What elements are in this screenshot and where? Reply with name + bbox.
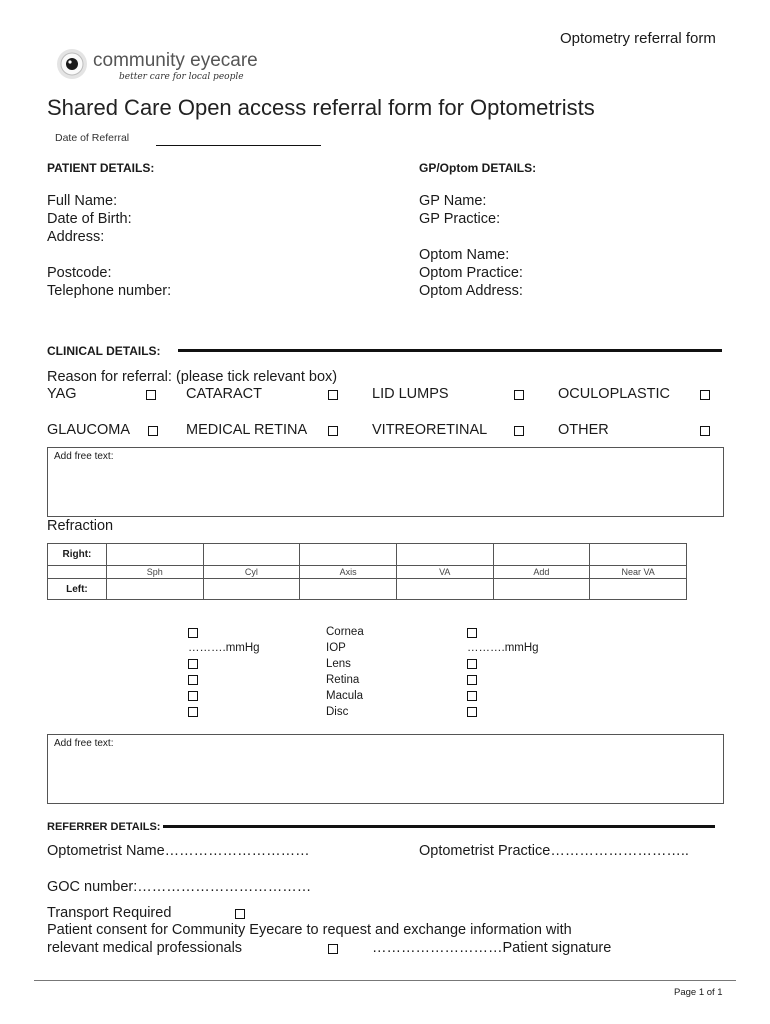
right-disc-checkbox[interactable]	[188, 707, 198, 717]
right-sph-cell[interactable]	[106, 544, 203, 566]
exam-free-text-label: Add free text:	[54, 738, 114, 749]
left-cornea-checkbox[interactable]	[467, 628, 477, 638]
logo-name: community eyecare	[93, 50, 258, 71]
exam-disc-label: Disc	[326, 706, 349, 718]
clinical-free-text-box[interactable]	[47, 447, 724, 517]
address-label: Address:	[47, 229, 105, 245]
consent-line-2: relevant medical professionals	[47, 940, 243, 956]
date-of-referral-label: Date of Referral	[55, 132, 130, 144]
refraction-left-label: Left:	[48, 579, 107, 600]
patient-signature-field[interactable]: ………………………Patient signature	[372, 940, 612, 956]
logo-tagline: better care for local people	[119, 72, 244, 82]
page-title: Shared Care Open access referral form for Optometrists	[47, 95, 595, 120]
optometrist-name-field[interactable]: Optometrist Name…………………………	[47, 843, 310, 859]
exam-macula-label: Macula	[326, 690, 364, 702]
right-add-cell[interactable]	[493, 544, 590, 566]
column-header-cyl: Cyl	[203, 566, 300, 579]
right-va-cell[interactable]	[396, 544, 493, 566]
referrer-divider	[163, 825, 715, 828]
left-iop-field[interactable]: ……….mmHg	[467, 642, 539, 654]
gp-name-label: GP Name:	[419, 193, 487, 209]
clinical-details-heading: CLINICAL DETAILS:	[47, 344, 161, 358]
left-macula-checkbox[interactable]	[467, 691, 477, 701]
column-header-va: VA	[396, 566, 493, 579]
option-medical-retina-label: MEDICAL RETINA	[186, 422, 308, 438]
right-lens-checkbox[interactable]	[188, 659, 198, 669]
option-glaucoma-label: GLAUCOMA	[47, 422, 130, 438]
left-va-cell[interactable]	[396, 579, 493, 600]
option-medical-retina-checkbox[interactable]	[328, 426, 338, 436]
exam-iop-label: IOP	[326, 642, 346, 654]
option-lid-lumps-label: LID LUMPS	[372, 386, 449, 402]
referrer-details-heading: REFERRER DETAILS:	[47, 821, 161, 833]
option-lid-lumps-checkbox[interactable]	[514, 390, 524, 400]
optom-address-label: Optom Address:	[419, 283, 523, 299]
column-header-spacer	[48, 566, 107, 579]
column-header-near-va: Near VA	[590, 566, 687, 579]
column-header-axis: Axis	[300, 566, 397, 579]
consent-line-1: Patient consent for Community Eyecare to request and exchange information with	[47, 922, 572, 938]
telephone-label: Telephone number:	[47, 283, 172, 299]
option-oculoplastic-checkbox[interactable]	[700, 390, 710, 400]
consent-checkbox[interactable]	[328, 944, 338, 954]
column-header-sph: Sph	[106, 566, 203, 579]
left-near-va-cell[interactable]	[590, 579, 687, 600]
right-cornea-checkbox[interactable]	[188, 628, 198, 638]
clinical-free-text-label: Add free text:	[54, 451, 114, 462]
option-glaucoma-checkbox[interactable]	[148, 426, 158, 436]
option-vitreoretinal-label: VITREORETINAL	[372, 422, 488, 438]
eye-logo-icon	[56, 48, 88, 80]
reason-for-referral-label: Reason for referral: (please tick relevant box)	[47, 369, 338, 385]
exam-lens-label: Lens	[326, 658, 351, 670]
option-other-checkbox[interactable]	[700, 426, 710, 436]
left-sph-cell[interactable]	[106, 579, 203, 600]
refraction-table	[47, 543, 687, 600]
goc-number-field[interactable]: GOC number:………………………………	[47, 879, 312, 895]
patient-details-heading: PATIENT DETAILS:	[47, 161, 155, 175]
gp-practice-label: GP Practice:	[419, 211, 501, 227]
exam-cornea-label: Cornea	[326, 626, 364, 638]
transport-required-label: Transport Required	[47, 905, 172, 921]
refraction-label: Refraction	[47, 518, 114, 534]
left-cyl-cell[interactable]	[203, 579, 300, 600]
refraction-right-label: Right:	[48, 544, 107, 566]
right-macula-checkbox[interactable]	[188, 691, 198, 701]
left-axis-cell[interactable]	[300, 579, 397, 600]
option-yag-checkbox[interactable]	[146, 390, 156, 400]
page-number: Page 1 of 1	[674, 987, 723, 998]
footer-divider	[34, 980, 736, 981]
right-cyl-cell[interactable]	[203, 544, 300, 566]
right-near-va-cell[interactable]	[590, 544, 687, 566]
left-add-cell[interactable]	[493, 579, 590, 600]
option-oculoplastic-label: OCULOPLASTIC	[558, 386, 670, 402]
date-of-referral-field[interactable]	[156, 145, 321, 146]
left-lens-checkbox[interactable]	[467, 659, 477, 669]
full-name-label: Full Name:	[47, 193, 118, 209]
right-iop-field[interactable]: ……….mmHg	[188, 642, 260, 654]
form-type-label: Optometry referral form	[560, 30, 716, 47]
optom-name-label: Optom Name:	[419, 247, 510, 263]
postcode-label: Postcode:	[47, 265, 112, 281]
optom-practice-label: Optom Practice:	[419, 265, 523, 281]
transport-required-checkbox[interactable]	[235, 909, 245, 919]
dob-label: Date of Birth:	[47, 211, 132, 227]
option-vitreoretinal-checkbox[interactable]	[514, 426, 524, 436]
option-other-label: OTHER	[558, 422, 609, 438]
option-cataract-checkbox[interactable]	[328, 390, 338, 400]
left-retina-checkbox[interactable]	[467, 675, 477, 685]
exam-retina-label: Retina	[326, 674, 360, 686]
right-retina-checkbox[interactable]	[188, 675, 198, 685]
gp-details-heading: GP/Optom DETAILS:	[419, 161, 537, 175]
option-yag-label: YAG	[47, 386, 77, 402]
option-cataract-label: CATARACT	[186, 386, 262, 402]
right-axis-cell[interactable]	[300, 544, 397, 566]
column-header-add: Add	[493, 566, 590, 579]
exam-free-text-box[interactable]	[47, 734, 724, 804]
clinical-divider	[178, 349, 722, 352]
left-disc-checkbox[interactable]	[467, 707, 477, 717]
optometrist-practice-field[interactable]: Optometrist Practice………………………..	[419, 843, 689, 859]
